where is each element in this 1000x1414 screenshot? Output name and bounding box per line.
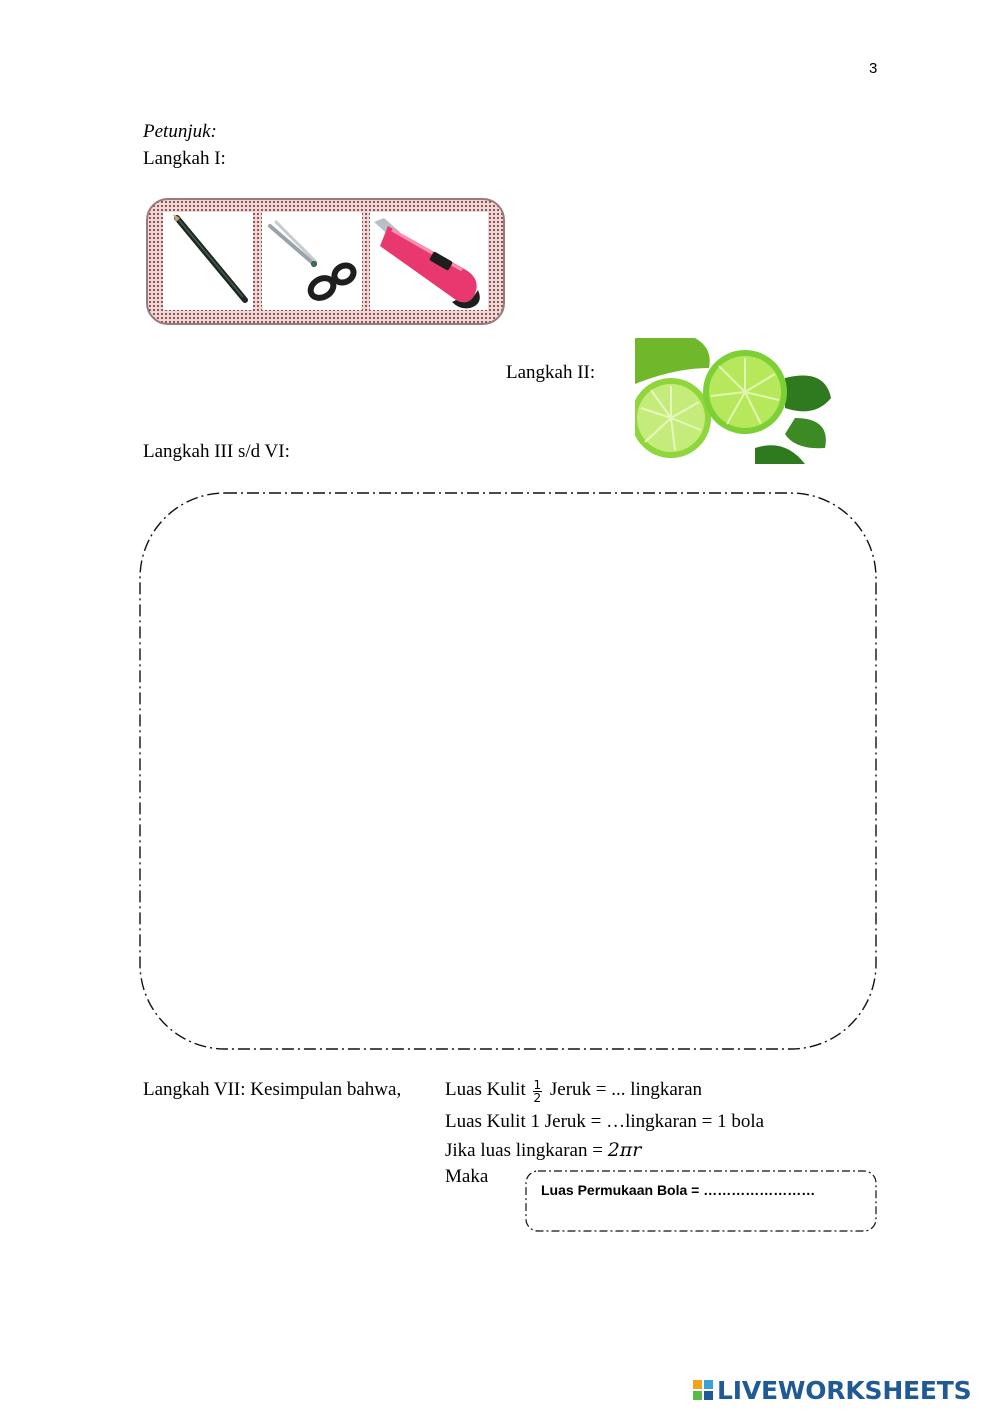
- step-1-label: Langkah I:: [143, 148, 226, 169]
- page-number: 3: [869, 60, 878, 77]
- conclusion-line-1-prefix: Luas Kulit: [445, 1079, 526, 1100]
- cutter-knife-icon: [370, 212, 488, 310]
- circle-area-formula: 2πr: [607, 1139, 642, 1161]
- step-2-label: Langkah II:: [506, 362, 596, 383]
- conclusion-line-3: [445, 1138, 641, 1163]
- scissors-icon: [262, 212, 362, 310]
- answer-box[interactable]: [525, 1170, 877, 1232]
- conclusion-line-1: [445, 1078, 702, 1104]
- brand-logo: [693, 1375, 971, 1405]
- pencil-icon: [163, 212, 253, 310]
- half-fraction: [533, 1079, 543, 1104]
- fraction-denominator: 2: [533, 1091, 542, 1105]
- fraction-numerator: 1: [533, 1078, 542, 1092]
- lime-photo: [635, 338, 831, 464]
- instructions-heading: Petunjuk:: [143, 121, 217, 142]
- conclusion-line-4: Maka: [445, 1166, 489, 1187]
- conclusion-line-2: Luas Kulit 1 Jeruk = …lingkaran = 1 bola: [445, 1111, 765, 1132]
- conclusion-line-3-prefix: Jika luas lingkaran =: [445, 1140, 608, 1161]
- step-7-label: Langkah VII: Kesimpulan bahwa,: [143, 1079, 402, 1100]
- brand-name: LIVEWORKSHEETS: [717, 1375, 972, 1405]
- conclusion-line-1-suffix: Jeruk = ... lingkaran: [549, 1079, 703, 1100]
- brand-mark-icon: [693, 1380, 713, 1400]
- step-3-6-label: Langkah III s/d VI:: [143, 441, 290, 462]
- answer-label: Luas Permukaan Bola = ……………………: [541, 1182, 816, 1198]
- work-area[interactable]: [138, 491, 878, 1051]
